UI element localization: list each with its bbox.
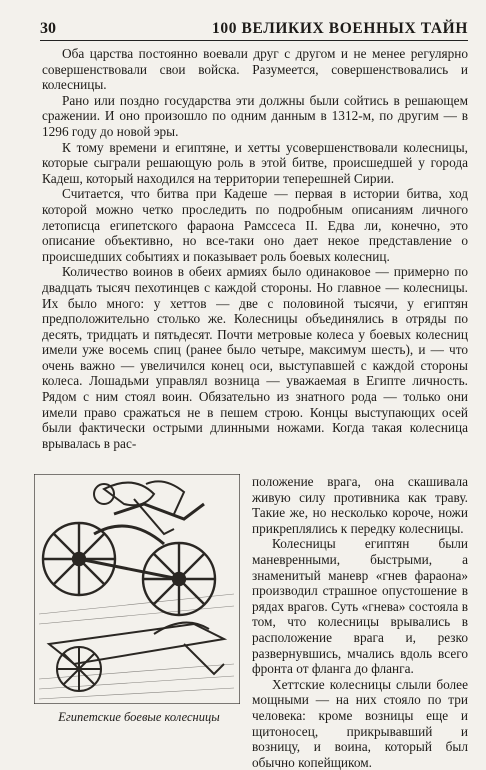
paragraph: Колесницы египтян были маневренными, быстрыми, а знаменитый маневр «гнев фараона» производил страшное опустошение в рядах врагов. Суть «гнева» состояла в том, что колесницы врывались в расположение врага и, резко развернувшись, мчались вдоль всего фронта от фланга до фланга. bbox=[252, 536, 468, 677]
running-title: 100 ВЕЛИКИХ ВОЕННЫХ ТАЙН bbox=[212, 20, 468, 37]
paragraph: Оба царства постоянно воевали друг с другом и не менее регулярно совершенствовали свои войска. Разумеется, совершенствовались и колесницы. bbox=[42, 46, 468, 93]
page-header bbox=[40, 16, 468, 41]
side-text bbox=[252, 474, 468, 770]
paragraph: Рано или поздно государства эти должны были сойтись в решающем сражении. И оно произошло по одним данным в 1312-м, по другим — в 1296 году до новой эры. bbox=[42, 92, 468, 139]
paragraph: Считается, что битва при Кадеше — первая в истории битва, ход которой можно четко проследить по подробным описаниям личного летописца египетского фараона Рамссеса II. Едва ли, конечно, это описание объективно, но все-таки оно дает некое представление о происшедших событиях и показывает роль боевых колесниц. bbox=[42, 186, 468, 264]
page-number: 30 bbox=[40, 20, 56, 37]
chariots-drawing bbox=[34, 474, 240, 704]
paragraph: Количество воинов в обеих армиях было одинаковое — примерно по двадцать тысяч пехотинцев с каждой стороны. Но главное — колесницы. Их было много: у хеттов — две с половиной тысячи, у египтян предположительно столько же. Колесницы объединялись в отряды по десять, тридцать и пятьдесят. Почти метровые колеса у боевых колесниц имели уже восемь спиц (ранее было четыре, максимум шесть), и — что очень важно — увеличился конец оси, выступавшей с каждой стороны колеса. Лошадьми управлял возница — уважаемая в Египте личность. Рядом с ним стоял воин. Обязательно из знатного рода — только они имели право сражаться не в пешем строю. Концы выступающих осей были фактически острыми длинными ножами. Когда такая колесница врывалась в рас- bbox=[42, 264, 468, 451]
figure-caption: Египетские боевые колесницы bbox=[58, 710, 220, 724]
paragraph: К тому времени и египтяне, и хетты усовершенствовали колесницы, которые сыграли решающую роль в этой битве, происшедшей у города Кадеш, который находился на территории теперешней Сирии. bbox=[42, 139, 468, 186]
main-text bbox=[42, 46, 468, 451]
paragraph: Хеттские колесницы слыли более мощными — на них стояло по три человека: кроме возницы еще и щитоносец, прикрывавший и возницу, и воина, который был обычно копейщиком. bbox=[252, 676, 468, 770]
chariots-illustration bbox=[34, 474, 240, 704]
paragraph: положение врага, она скашивала живую силу противника как траву. Такие же, но несколько короче, ножи прикреплялись к передку колесницы. bbox=[252, 474, 468, 536]
